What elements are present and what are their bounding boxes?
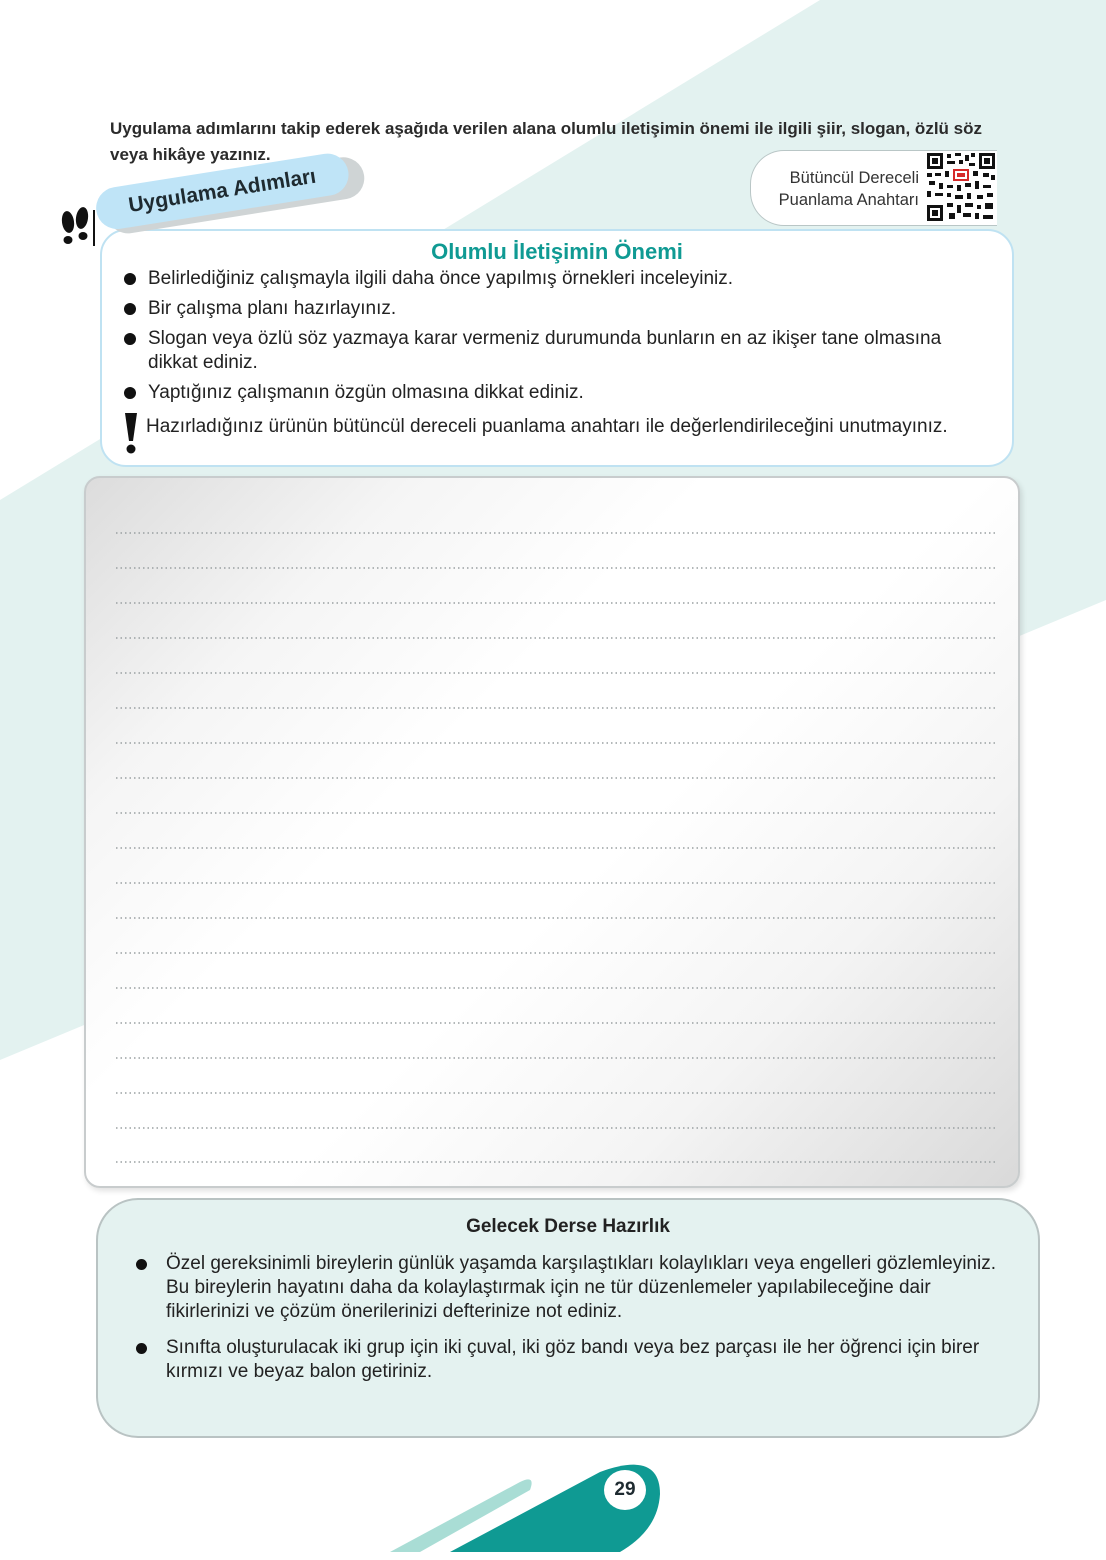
writing-area[interactable] [84,476,1020,1188]
bullet-icon [124,303,136,315]
list-item-text: Sınıfta oluşturulacak iki grup için iki çuval, iki göz bandı veya bez parçası ile her öğrenci için birer kırmızı ve beyaz balon getiriniz. [166,1337,980,1382]
qr-label-line1: Bütüncül Dereceli [789,169,919,187]
list-item-text: Belirlediğiniz çalışmayla ilgili daha önce yapılmış örnekleri inceleyiniz. [148,268,734,289]
qr-label-line2: Puanlama Anahtarı [778,191,919,209]
steps-tab-label: Uygulama Adımları [93,151,351,232]
list-item [136,1252,996,1324]
writing-lines [86,478,1018,1186]
footprints-icon [58,206,98,250]
list-item [136,1336,996,1384]
list-item-text: Bir çalışma planı hazırlayınız. [148,298,397,319]
bullet-icon [124,333,136,345]
qr-code-box[interactable] [750,150,997,226]
bullet-icon [136,1343,147,1354]
intro-instruction: Uygulama adımlarını takip ederek aşağıda verilen alana olumlu iletişimin önemi ile ilgili şiir, slogan, özlü söz veya hikâye yazınız. [110,119,982,164]
list-item-text: Yaptığınız çalışmanın özgün olmasına dikkat ediniz. [148,382,584,403]
bullet-icon [124,387,136,399]
bullet-icon [136,1259,147,1270]
steps-panel [100,229,1014,467]
qr-code-icon[interactable] [925,151,997,223]
bullet-icon [124,273,136,285]
next-lesson-prep-box [96,1198,1040,1438]
prep-list [136,1252,996,1396]
exclamation-icon [122,411,140,455]
list-item [124,267,994,291]
warning-row [122,411,1002,455]
page-number: 29 [604,1470,646,1510]
list-item [124,327,994,375]
list-item-text: Özel gereksinimli bireylerin günlük yaşamda karşılaştıkları kolaylıkları veya engelleri gözlemleyiniz. Bu bireylerin hayatını daha da kolaylaştırmak için ne tür düzenlemeler yapılabileceğine dair fikirlerinizi ve çözüm önerilerinizi defterinize not ediniz. [166,1253,996,1322]
warning-text: Hazırladığınız ürünün bütüncül dereceli puanlama anahtarı ile değerlendirileceğini unutmayınız. [146,416,948,437]
list-item [124,297,994,321]
steps-list [124,267,994,411]
list-item-text: Slogan veya özlü söz yazmaya karar vermeniz durumunda bunların en az ikişer tane olmasına dikkat ediniz. [148,328,942,373]
list-item [124,381,994,405]
qr-label [759,167,919,211]
steps-panel-title: Olumlu İletişimin Önemi [431,239,683,264]
prep-title: Gelecek Derse Hazırlık [466,1216,670,1237]
